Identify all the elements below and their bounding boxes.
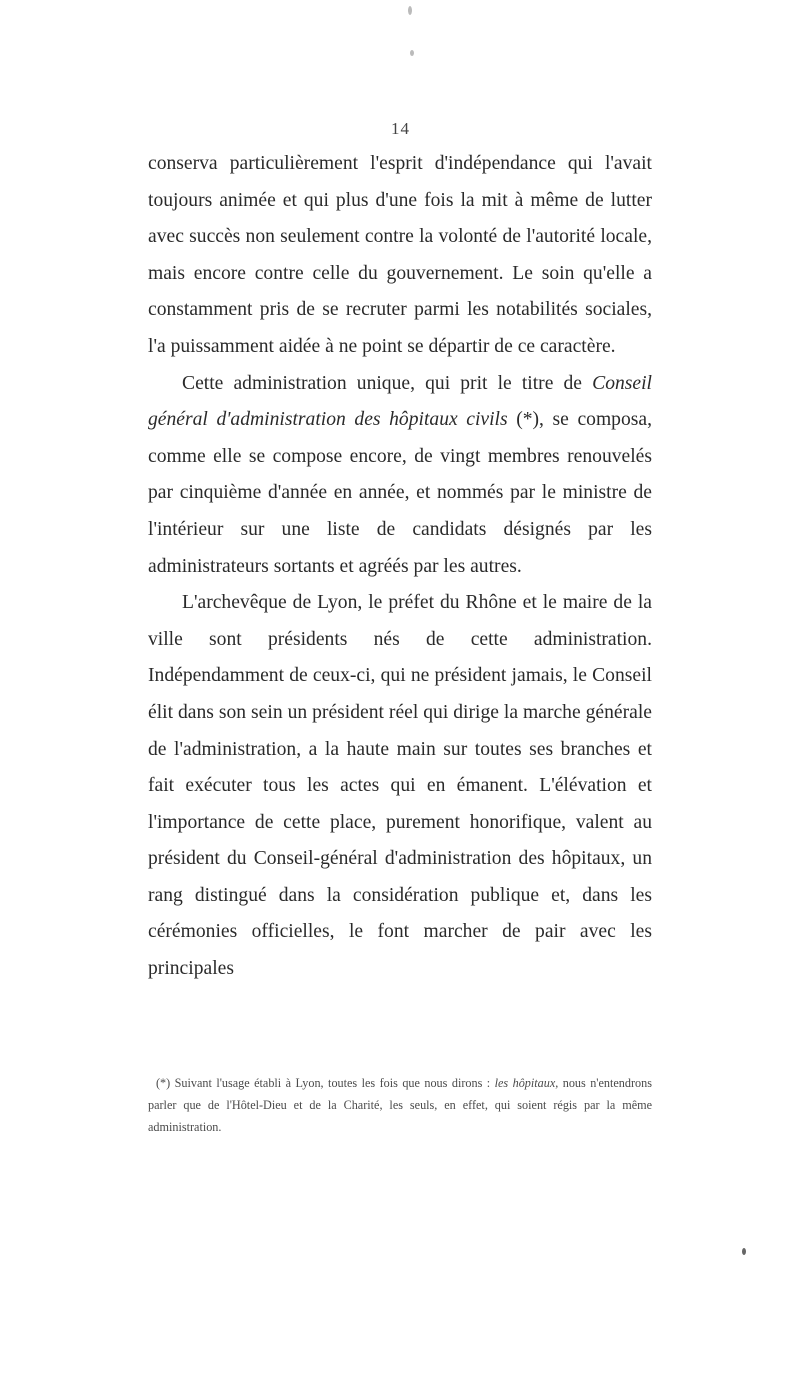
paragraph-2	[148, 366, 652, 586]
paper-speck	[742, 1248, 746, 1255]
footnote-text-before: (*) Suivant l'usage établi à Lyon, toutes les fois que nous dirons :	[156, 1076, 495, 1090]
page-number: 14	[391, 119, 410, 138]
council-title-italic: Conseil général d'administration des hôpitaux civils	[148, 372, 652, 431]
footnote-text-after: nous n'entendrons parler que de l'Hôtel-Dieu et de la Charité, les seuls, en effet, qui soient régis par la même administration.	[148, 1076, 652, 1134]
paper-speck	[408, 6, 412, 15]
footnote-italic: les hôpitaux,	[494, 1076, 559, 1090]
paper-speck	[410, 50, 414, 56]
paragraph-3: L'archevêque de Lyon, le préfet du Rhône et le maire de la ville sont présidents nés de cette administration. Indépendamment de ceux-ci, qui ne président jamais, le Conseil élit dans son sein un président réel qui dirige la marche générale de l'administration, a la haute main sur toutes ses branches et fait exécuter tous les actes qui en émanent. L'élévation et l'importance de cette place, purement honorifique, valent au président du Conseil-général d'administration des hôpitaux, un rang distingué dans la considération publique et, dans les cérémonies officielles, le font marcher de pair avec les principales	[148, 592, 652, 980]
body-text	[148, 146, 652, 988]
paragraph-2-text-after: (*), se composa, comme elle se compose encore, de vingt membres renouvelés par cinquième d'année en année, et nommés par le ministre de l'intérieur sur une liste de candidats désignés par les administrateurs sortants et agréés par les autres.	[148, 409, 652, 577]
paragraph-2-text-before: Cette administration unique, qui prit le titre de	[182, 372, 593, 394]
footnote	[148, 1072, 652, 1138]
footnote-text	[148, 1072, 652, 1138]
paragraph-1: conserva particulièrement l'esprit d'indépendance qui l'avait toujours animée et qui plus d'une fois la mit à même de lutter avec succès non seulement contre la volonté de l'autorité locale, mais encore contre celle du gouvernement. Le soin qu'elle a constamment pris de se recruter parmi les notabilités sociales, l'a puissamment aidée à ne point se départir de ce caractère.	[148, 153, 652, 357]
